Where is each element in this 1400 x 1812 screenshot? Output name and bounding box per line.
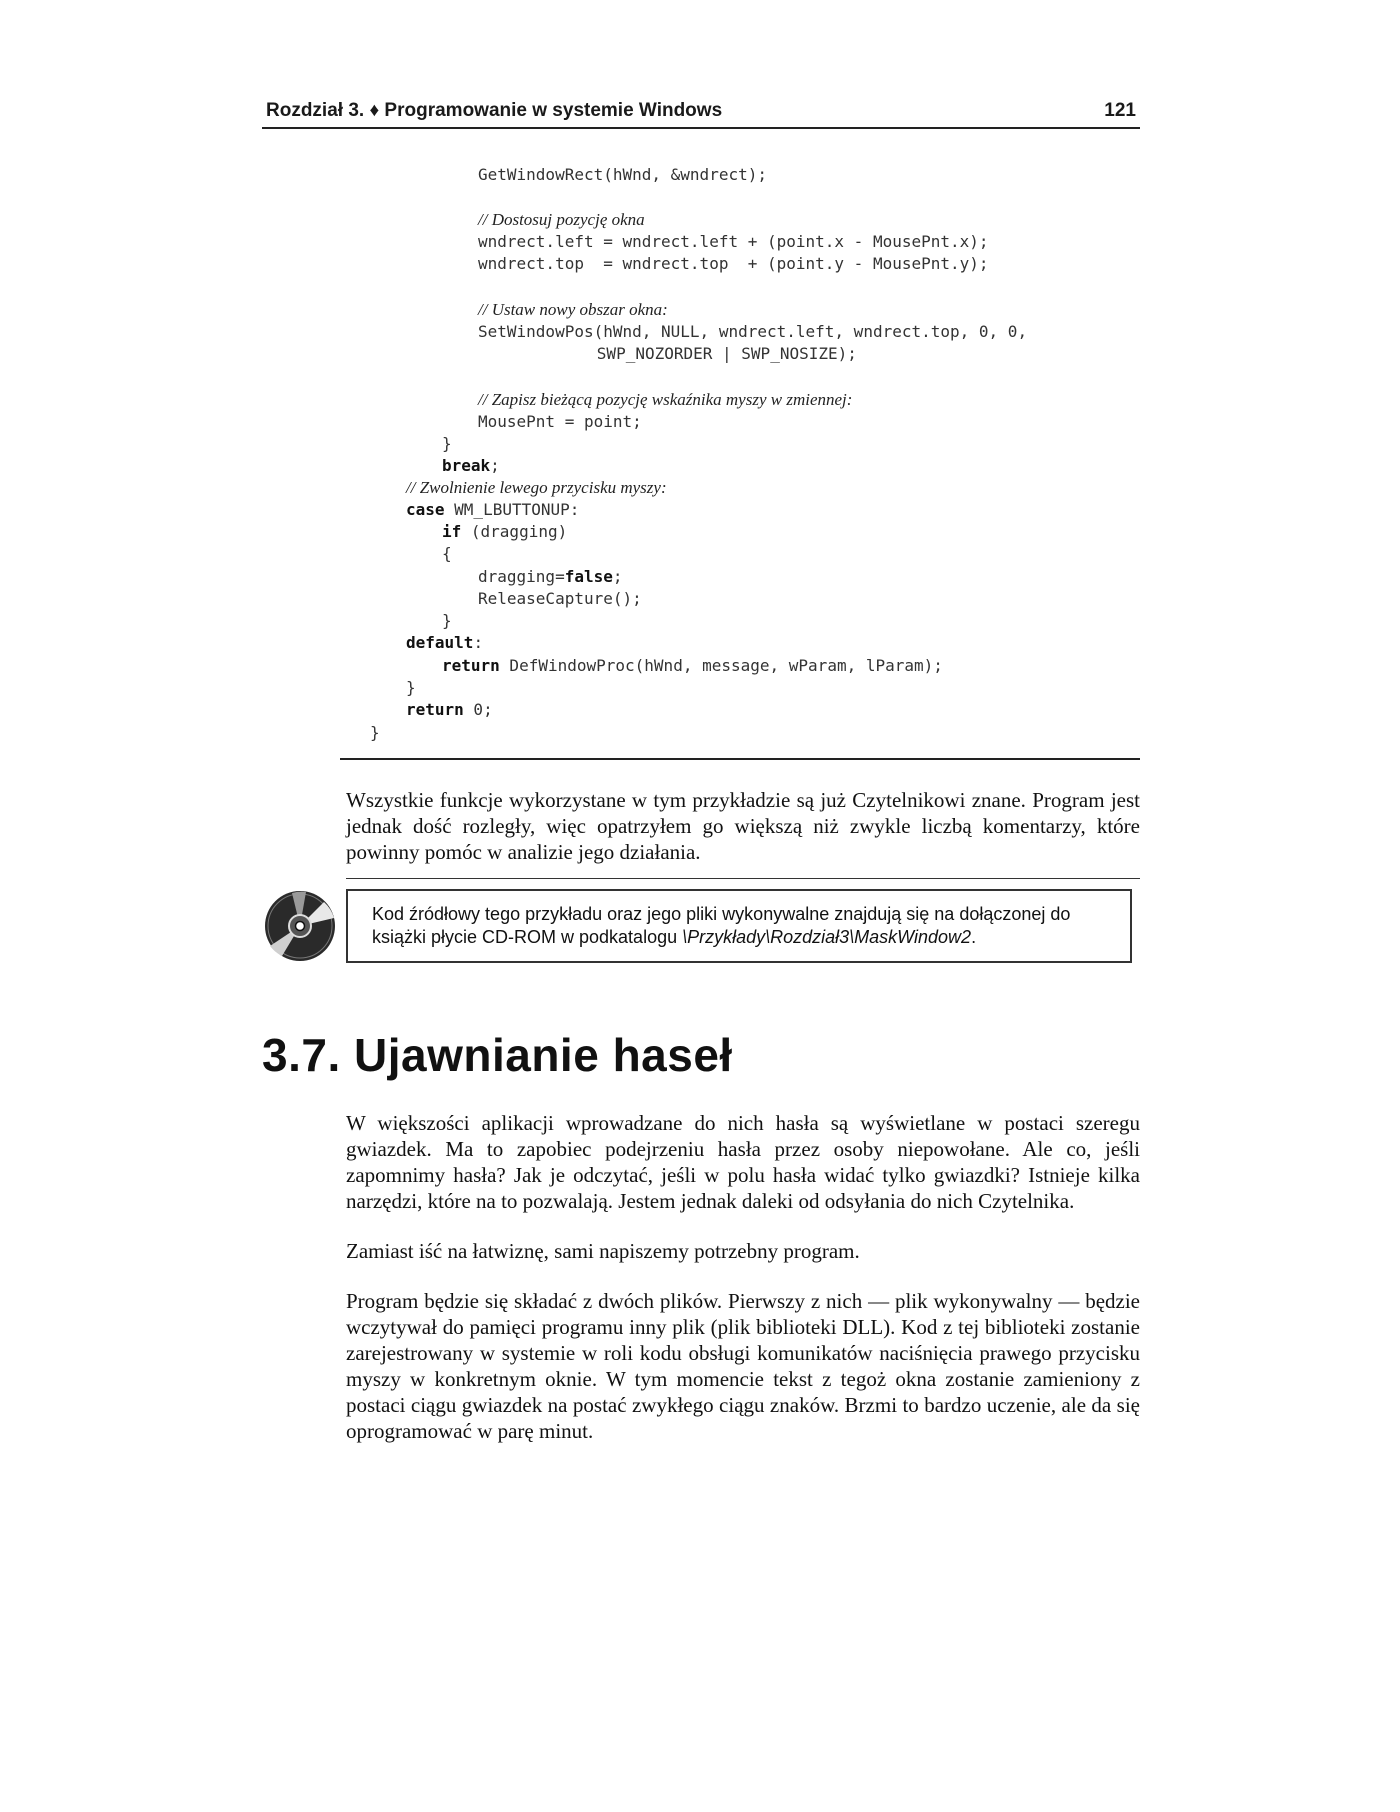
code-line [406,700,493,720]
code-line [478,165,767,185]
code-comment [478,210,645,230]
code-line [478,232,989,252]
code-text: // Ustaw nowy obszar okna: [478,300,668,319]
code-text: ; [612,567,623,586]
code-line [597,344,857,364]
code-line [406,500,579,520]
code-text: DefWindowProc(hWnd, message, wParam, lParam); [499,656,943,675]
code-keyword: default [406,633,474,652]
code-text: SWP_NOZORDER | SWP_NOSIZE); [596,344,857,363]
code-text: wndrect.top = wndrect.top + (point.y - MousePnt.y); [478,254,989,273]
code-line [442,434,452,454]
code-comment [478,390,852,410]
code-text: MousePnt = point; [478,412,642,431]
code-line [478,567,623,587]
code-text: dragging= [478,567,565,586]
code-line [442,522,567,542]
running-head [266,98,1136,128]
code-keyword: break [442,456,491,475]
code-text: ReleaseCapture(); [478,589,642,608]
code-text: } [370,723,380,742]
note-box [346,889,1132,963]
code-text: } [442,434,452,453]
code-line [442,544,452,564]
code-text: // Dostosuj pozycję okna [478,210,645,229]
code-line [442,611,452,631]
header-rule [262,127,1140,129]
paragraph-after-code: Wszystkie funkcje wykorzystane w tym przykładzie są już Czytelnikowi znane. Program jest jednak dość rozległy, więc opatrzyłem go większą niż zwykle liczbą komentarzy, które powinny pomóc w analizie jego działania. [346,788,1140,864]
note-end: . [971,927,977,947]
code-keyword: if [442,522,462,541]
chapter-title: Rozdział 3. ♦ Programowanie w systemie Windows [266,100,723,121]
paragraph-1: W większości aplikacji wprowadzane do nich hasła są wyświetlane w postaci szeregu gwiazdek. Ma to zapobiec podejrzeniu hasła przez osoby niepowołane. Ale co, jeśli zapomnimy hasła? Jak je odczytać, jeśli w polu hasła widać tylko gwiazdki? Istnieje kilka narzędzi, które na to pozwalają. Jestem jednak daleki od odsyłania do nich Czytelnika. [346,1111,1140,1213]
code-text: } [442,611,452,630]
cd-rom-icon [262,888,338,964]
code-line [478,589,642,609]
code-line [442,456,500,476]
paragraph-3: Program będzie się składać z dwóch plików. Pierwszy z nich — plik wykonywalny — będzie wczytywał do pamięci programu inny plik (plik biblioteki DLL). Kod z tej biblioteki zostanie zarejestrowany w systemie w roli kodu obsługi komunikatów naciśnięcia prawego przycisku myszy w konkretnym oknie. W tym momencie tekst z tegoż okna zostanie zamieniony z postaci ciągu gwiazdek na postać zwykłego ciągu znaków. Brzmi to bardzo uczenie, ale da się oprogramować w parę minut. [346,1289,1140,1443]
code-keyword: return [442,656,500,675]
page-number: 121 [1104,100,1136,121]
code-keyword: return [406,700,464,719]
note-top-rule [346,878,1140,879]
code-text: (dragging) [461,522,568,541]
paragraph-2: Zamiast iść na łatwiznę, sami napiszemy potrzebny program. [346,1239,860,1263]
code-comment [478,300,668,320]
code-keyword: false [564,567,613,586]
code-text: // Zapisz bieżącą pozycję wskaźnika myszy w zmiennej: [478,390,853,409]
code-text: wndrect.left = wndrect.left + (point.x - MousePnt.x); [478,232,989,251]
code-line [370,723,380,743]
code-comment [406,478,667,498]
code-line [478,412,642,432]
code-text: } [406,678,416,697]
note-path: \Przykłady\Rozdział3\MaskWindow2 [682,927,972,947]
code-line [406,633,483,653]
code-keyword: case [406,500,445,519]
code-text: ; [490,456,500,475]
code-text: { [442,544,452,563]
code-line [478,322,1027,342]
code-text: // Zwolnienie lewego przycisku myszy: [406,478,667,497]
code-line [406,678,416,698]
code-text: SetWindowPos(hWnd, NULL, wndrect.left, wndrect.top, 0, 0, [478,322,1028,341]
section-heading: 3.7. Ujawnianie haseł [262,1029,733,1081]
code-line [442,656,943,676]
code-text: : [473,633,484,652]
code-text: GetWindowRect(hWnd, &wndrect); [478,165,767,184]
code-line [478,254,989,274]
note-text [372,903,1112,949]
note-body: Kod źródłowy tego przykładu oraz jego pliki wykonywalne znajdują się na dołączonej do książki płycie CD-ROM w podkatalogu [372,904,1071,947]
code-text: WM_LBUTTONUP: [444,500,580,519]
code-text: 0; [463,700,493,719]
listing-end-rule [340,758,1140,760]
